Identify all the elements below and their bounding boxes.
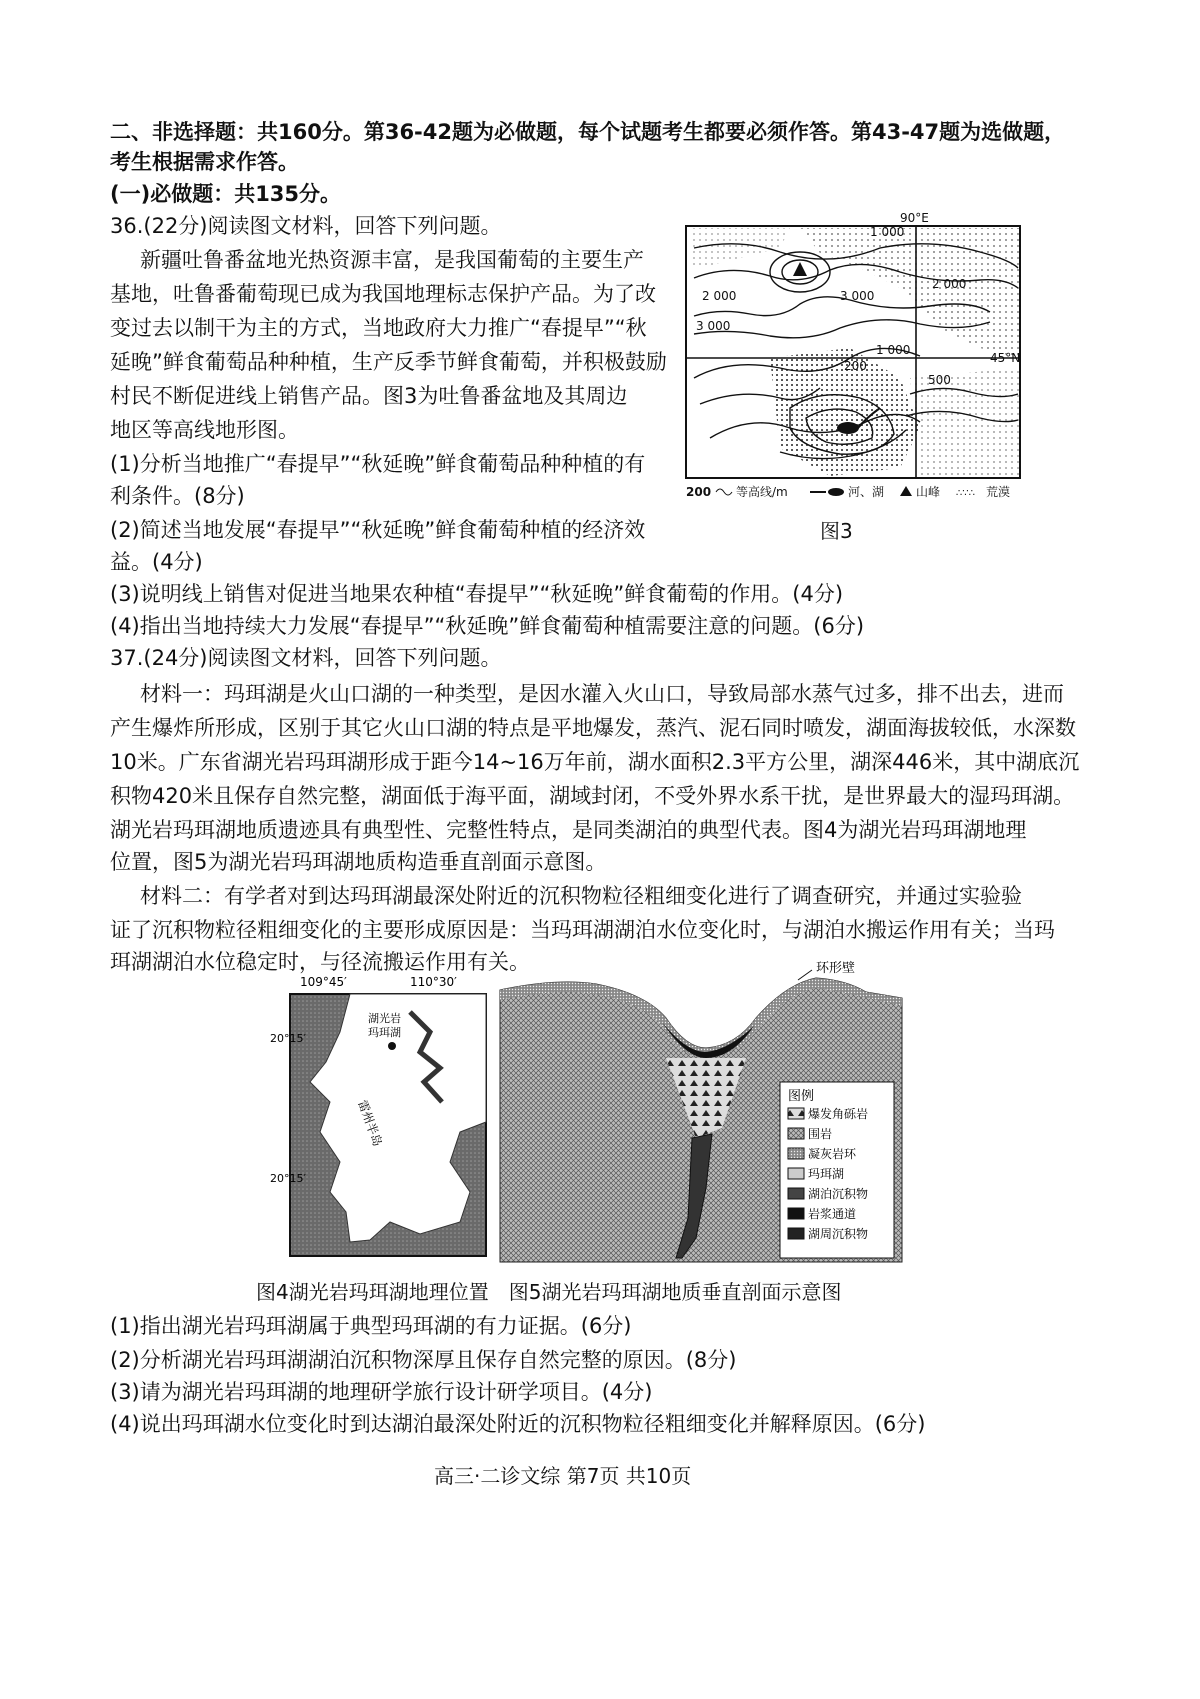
- figure-3-caption: 图3: [820, 519, 853, 543]
- fig4-lon1: 109°45′: [300, 975, 347, 989]
- contour-value: 1 000: [876, 343, 911, 357]
- lake-marker: [388, 1042, 396, 1050]
- q37-question-2: (2)分析湖光岩玛珥湖湖泊沉积物深厚且保存自然完整的原因。(8分): [110, 1348, 737, 1372]
- legend-item: 湖周沉积物: [808, 1227, 869, 1241]
- lon-label: 90°E: [900, 211, 929, 225]
- legend-contour: 等高线/m: [736, 485, 788, 499]
- legend-item: 凝灰岩环: [808, 1147, 857, 1161]
- desert-legend-icon: ∴∵∴: [956, 488, 976, 499]
- q37-material2-line: 证了沉积物粒径粗细变化的主要形成原因是：当玛珥湖湖泊水位变化时，与湖泊水搬运作用有关；当玛: [110, 918, 1055, 942]
- q37-material1-line: 积物420米且保存自然完整，湖面低于海平面，湖域封闭，不受外界水系干扰，是世界最大的湿玛珥湖。: [110, 784, 1075, 808]
- rim-label: 环形壁: [816, 961, 856, 976]
- legend-swatch: [788, 1128, 804, 1139]
- contour-value: 200: [844, 359, 867, 373]
- contour-value: 2 000: [702, 289, 737, 303]
- fig4-lon2: 110°30′: [410, 975, 457, 989]
- figure-4: [270, 972, 490, 1262]
- q37-question-3: (3)请为湖光岩玛珥湖的地理研学旅行设计研学项目。(4分): [110, 1380, 653, 1404]
- q37-material1-line: 位置，图5为湖光岩玛珥湖地质构造垂直剖面示意图。: [110, 850, 607, 874]
- lake-legend-icon: [828, 488, 844, 496]
- legend-item: 围岩: [808, 1127, 833, 1141]
- q37-material1-line: 材料一：玛珥湖是火山口湖的一种类型，是因水灌入火山口，导致局部水蒸气过多，排不出去，进而: [140, 682, 1064, 706]
- q36-para-line: 延晚”鲜食葡萄品种种植，生产反季节鲜食葡萄，并积极鼓励: [110, 350, 667, 374]
- q36-question-1-cont: 利条件。(8分): [110, 484, 245, 508]
- fig4-lake-label: 玛珥湖: [368, 1026, 401, 1039]
- fig4-peninsula-label: 雷州半岛: [355, 1098, 385, 1149]
- legend-river-lake: 河、湖: [848, 485, 885, 499]
- q36-para-line: 村民不断促进线上销售产品。图3为吐鲁番盆地及其周边: [110, 384, 628, 408]
- page-footer: 高三·二诊文综 第7页 共10页: [434, 1464, 692, 1488]
- legend-item: 湖泊沉积物: [808, 1187, 869, 1201]
- q36-para-line: 地区等高线地形图。: [110, 418, 299, 442]
- q36-question-4: (4)指出当地持续大力发展“春提早”“秋延晚”鲜食葡萄种植需要注意的问题。(6分): [110, 614, 865, 638]
- q36-question-2-cont: 益。(4分): [110, 550, 203, 574]
- legend-desert: 荒漠: [986, 485, 1011, 499]
- contour-value: 1 000: [870, 225, 905, 239]
- legend-swatch: [788, 1108, 804, 1119]
- q36-para-line: 新疆吐鲁番盆地光热资源丰富，是我国葡萄的主要生产: [140, 248, 644, 272]
- legend-swatch: [788, 1148, 804, 1159]
- q37-material1-line: 10米。广东省湖光岩玛珥湖形成于距今14~16万年前，湖水面积2.3平方公里，湖深446米，其中湖底沉: [110, 750, 1080, 774]
- legend-swatch: [788, 1168, 804, 1179]
- section-instruction-cont: 考生根据需求作答。: [110, 150, 299, 174]
- contour-value: 3 000: [840, 289, 875, 303]
- q36-para-line: 基地，吐鲁番葡萄现已成为我国地理标志保护产品。为了改: [110, 282, 656, 306]
- figure-3: [680, 208, 1040, 538]
- legend-contour-value: 200: [686, 485, 712, 499]
- q37-title: 37.(24分)阅读图文材料，回答下列问题。: [110, 646, 502, 670]
- legend-swatch: [788, 1208, 804, 1219]
- q36-para-line: 变过去以制干为主的方式，当地政府大力推广“春提早”“秋: [110, 316, 647, 340]
- q36-question-2: (2)简述当地发展“春提早”“秋延晚”鲜食葡萄种植的经济效: [110, 518, 646, 542]
- contour-value: 500: [928, 373, 951, 387]
- q37-question-4: (4)说出玛珥湖水位变化时到达湖泊最深处附近的沉积物粒径粗细变化并解释原因。(6分): [110, 1412, 926, 1436]
- legend-item: 岩浆通道: [808, 1207, 857, 1221]
- rim-pointer: [798, 970, 812, 980]
- lake-icon: [837, 422, 859, 434]
- cross-section: [496, 958, 906, 1264]
- q37-material2-line: 珥湖湖泊水位稳定时，与径流搬运作用有关。: [110, 950, 530, 974]
- location-map: [270, 972, 490, 1262]
- section-heading: (一)必做题：共135分。: [110, 182, 342, 206]
- legend-item: 爆发角砾岩: [808, 1107, 869, 1121]
- q36-question-1: (1)分析当地推广“春提早”“秋延晚”鲜食葡萄品种种植的有: [110, 452, 646, 476]
- lat-label: 45°N: [990, 351, 1021, 365]
- legend-peak: 山峰: [916, 485, 941, 499]
- figures-4-5-caption: 图4湖光岩玛珥湖地理位置 图5湖光岩玛珥湖地质垂直剖面示意图: [256, 1280, 842, 1304]
- legend-swatch: [788, 1188, 804, 1199]
- q36-title: 36.(22分)阅读图文材料，回答下列问题。: [110, 214, 502, 238]
- q36-question-3: (3)说明线上销售对促进当地果农种植“春提早”“秋延晚”鲜食葡萄的作用。(4分): [110, 582, 844, 606]
- q37-question-1: (1)指出湖光岩玛珥湖属于典型玛珥湖的有力证据。(6分): [110, 1314, 632, 1338]
- contour-legend-icon: [716, 489, 732, 495]
- fig3-legend: [686, 484, 1010, 499]
- fig4-lat2: 20°15′: [270, 1172, 306, 1185]
- legend-swatch: [788, 1228, 804, 1239]
- peak-legend-icon: [900, 486, 912, 496]
- legend-title: 图例: [788, 1089, 815, 1104]
- figure-5: [496, 958, 906, 1264]
- q37-material2-line: 材料二：有学者对到达玛珥湖最深处附近的沉积物粒径粗细变化进行了调查研究，并通过实验验: [140, 884, 1022, 908]
- fig4-lat1: 20°15′: [270, 1032, 306, 1045]
- fig5-legend: [780, 1082, 894, 1258]
- contour-value: 3 000: [696, 319, 731, 333]
- contour-value: 2 000: [932, 277, 967, 291]
- contour-map: [680, 208, 1040, 538]
- q37-material1-line: 湖光岩玛珥湖地质遗迹具有典型性、完整性特点，是同类湖泊的典型代表。图4为湖光岩玛珥湖地理: [110, 818, 1027, 842]
- fig4-lake-label: 湖光岩: [368, 1012, 401, 1025]
- legend-item: 玛珥湖: [808, 1167, 845, 1181]
- q37-material1-line: 产生爆炸所形成，区别于其它火山口湖的特点是平地爆发，蒸汽、泥石同时喷发，湖面海拔较低，水深数: [110, 716, 1076, 740]
- section-instruction: 二、非选择题：共160分。第36-42题为必做题，每个试题考生都要必须作答。第43-47题为选做题，: [110, 120, 1066, 144]
